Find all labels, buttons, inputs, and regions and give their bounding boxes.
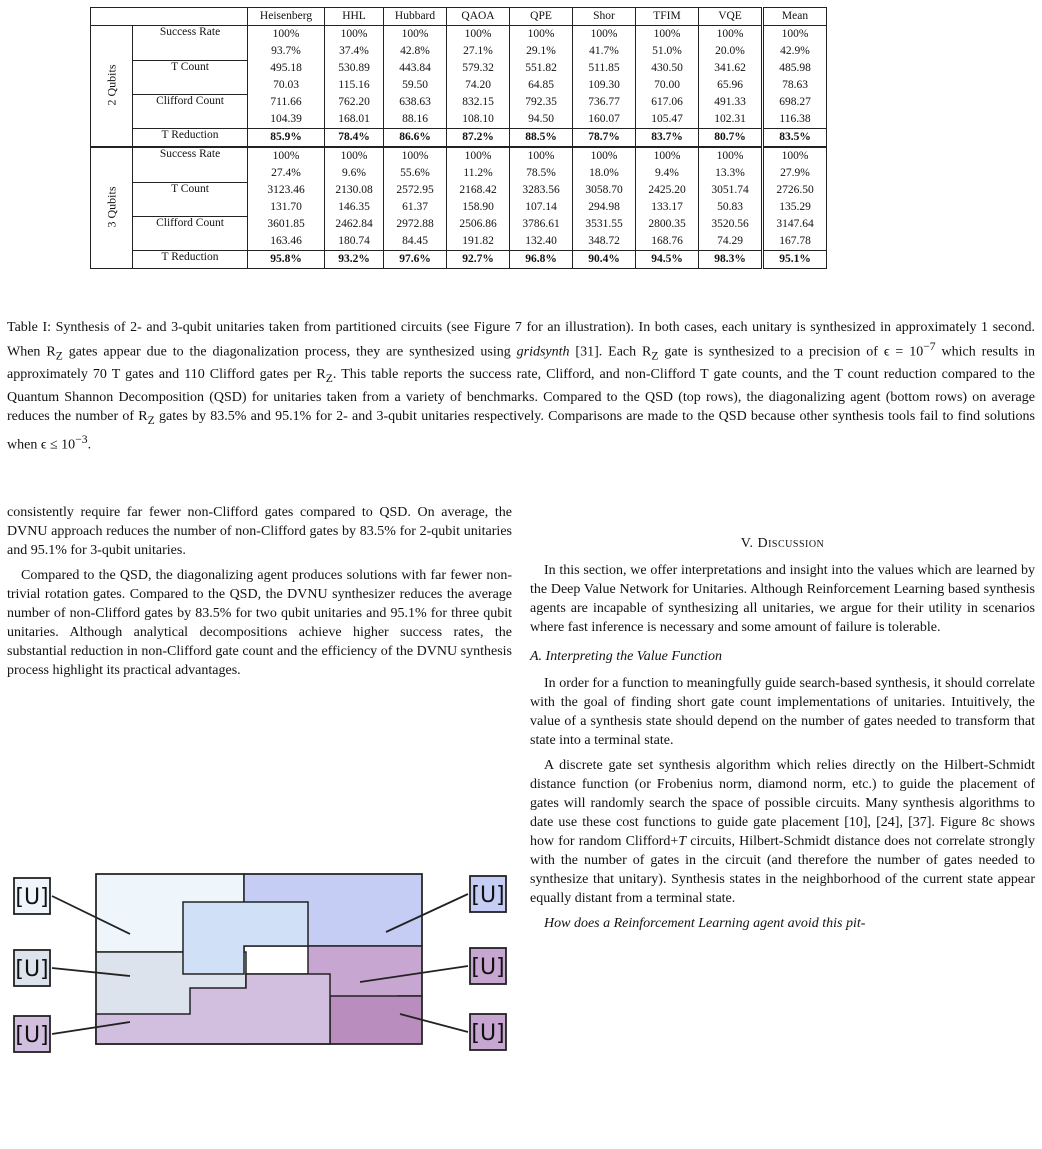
table-cell: 100% bbox=[325, 147, 384, 165]
results-table bbox=[90, 7, 827, 269]
table-cell: 55.6% bbox=[384, 165, 447, 182]
col-header: QPE bbox=[510, 8, 573, 26]
caption-exp: −3 bbox=[75, 433, 88, 447]
table-cell: 100% bbox=[699, 26, 763, 44]
table-cell: 85.9% bbox=[248, 129, 325, 148]
table-cell: 87.2% bbox=[447, 129, 510, 148]
table-cell: 711.66 bbox=[248, 94, 325, 111]
table-cell: 2506.86 bbox=[447, 216, 510, 233]
table-cell: 100% bbox=[636, 147, 699, 165]
table-cell: 2168.42 bbox=[447, 182, 510, 199]
unitary-label: [U] bbox=[471, 955, 505, 980]
table-cell: 698.27 bbox=[763, 94, 827, 111]
unitary-box bbox=[14, 1016, 50, 1052]
caption-text: . bbox=[87, 437, 92, 453]
metric-name: Success Rate bbox=[133, 147, 248, 182]
group-label-text: 2 Qubits bbox=[104, 64, 119, 106]
math-t: T bbox=[678, 834, 687, 849]
table-cell: 3058.70 bbox=[573, 182, 636, 199]
table-cell: 100% bbox=[699, 147, 763, 165]
table-cell: 50.83 bbox=[699, 199, 763, 216]
body-paragraph: In order for a function to meaningfully guide search-based synthesis, it should correlate with the goal of finding short gate count implementations of unitaries. Intuitively, the value of a synthesis state should depend on the number of gates needed to transform that state into a terminal state. bbox=[530, 676, 1035, 748]
table-cell: 180.74 bbox=[325, 233, 384, 251]
table-cell: 27.9% bbox=[763, 165, 827, 182]
table-cell: 100% bbox=[573, 147, 636, 165]
table-cell: 443.84 bbox=[384, 60, 447, 77]
paragraph-text: circuits, Hilbert-Schmidt distance does not correlate strongly with the number of gates in the circuit (and therefore the number of gates needed to synthesize that unitary). Synthesis states in the neighborhood of the current state appear equally distant from a terminal state. bbox=[530, 834, 1036, 906]
caption-sub: Z bbox=[55, 349, 63, 363]
table-cell: 736.77 bbox=[573, 94, 636, 111]
table-cell: 13.3% bbox=[699, 165, 763, 182]
table-cell: 3147.64 bbox=[763, 216, 827, 233]
table-cell: 132.40 bbox=[510, 233, 573, 251]
table-cell: 65.96 bbox=[699, 77, 763, 94]
table-cell: 430.50 bbox=[636, 60, 699, 77]
table-cell: 294.98 bbox=[573, 199, 636, 216]
body-paragraph: How does a Reinforcement Learning agent avoid this pit- bbox=[544, 916, 866, 931]
table-cell: 11.2% bbox=[447, 165, 510, 182]
caption-sub: Z bbox=[325, 372, 333, 386]
table-cell: 3520.56 bbox=[699, 216, 763, 233]
table-cell: 97.6% bbox=[384, 251, 447, 269]
table-cell: 64.85 bbox=[510, 77, 573, 94]
table-cell: 78.63 bbox=[763, 77, 827, 94]
table-cell: 104.39 bbox=[248, 111, 325, 129]
table-cell: 3531.55 bbox=[573, 216, 636, 233]
table-cell: 88.5% bbox=[510, 129, 573, 148]
table-cell: 98.3% bbox=[699, 251, 763, 269]
table-cell: 9.6% bbox=[325, 165, 384, 182]
body-paragraph: consistently require far fewer non-Clifford gates compared to QSD. On average, the DVNU approach reduces the number of non-Clifford gates by 83.5% for 2-qubit unitaries and 95.1% for 3-qubit unitaries. bbox=[7, 505, 512, 558]
table-cell: 168.01 bbox=[325, 111, 384, 129]
table-cell: 18.0% bbox=[573, 165, 636, 182]
table-cell: 74.29 bbox=[699, 233, 763, 251]
unitary-label: [U] bbox=[15, 957, 49, 982]
table-cell: 495.18 bbox=[248, 60, 325, 77]
table-cell: 3051.74 bbox=[699, 182, 763, 199]
table-cell: 2800.35 bbox=[636, 216, 699, 233]
table-cell: 51.0% bbox=[636, 43, 699, 60]
table-cell: 95.1% bbox=[763, 251, 827, 269]
table-row bbox=[91, 216, 827, 233]
table-cell: 2425.20 bbox=[636, 182, 699, 199]
table-cell: 511.85 bbox=[573, 60, 636, 77]
table-cell: 2972.88 bbox=[384, 216, 447, 233]
table-cell: 92.7% bbox=[447, 251, 510, 269]
table-header-row bbox=[91, 8, 827, 26]
table-cell: 42.8% bbox=[384, 43, 447, 60]
table-cell: 2572.95 bbox=[384, 182, 447, 199]
table-cell: 80.7% bbox=[699, 129, 763, 148]
col-header: VQE bbox=[699, 8, 763, 26]
region-bottom-right bbox=[330, 996, 422, 1044]
table-cell: 37.4% bbox=[325, 43, 384, 60]
unitary-label: [U] bbox=[471, 1021, 505, 1046]
metric-name: T Reduction bbox=[133, 129, 248, 148]
table-cell: 3283.56 bbox=[510, 182, 573, 199]
table-row bbox=[91, 129, 827, 148]
metric-name: Success Rate bbox=[133, 26, 248, 61]
table-cell: 94.50 bbox=[510, 111, 573, 129]
col-header: QAOA bbox=[447, 8, 510, 26]
table-cell: 3123.46 bbox=[248, 182, 325, 199]
table-cell: 108.10 bbox=[447, 111, 510, 129]
table-cell: 2726.50 bbox=[763, 182, 827, 199]
table-cell: 579.32 bbox=[447, 60, 510, 77]
table-cell: 133.17 bbox=[636, 199, 699, 216]
metric-name: T Reduction bbox=[133, 251, 248, 269]
table-cell: 95.8% bbox=[248, 251, 325, 269]
col-header: Heisenberg bbox=[248, 8, 325, 26]
table-cell: 20.0% bbox=[699, 43, 763, 60]
body-paragraph: In this section, we offer interpretations and insight into the values which are learned by the Deep Value Network for Unitaries. Although Reinforcement Learning based synthesis agents are incapable of synthesizing all unitaries, we argue for their utility in scenarios where fast inference is necessary and some amount of failure is tolerable. bbox=[530, 563, 1035, 635]
table-cell: 83.5% bbox=[763, 129, 827, 148]
table-cell: 146.35 bbox=[325, 199, 384, 216]
table-cell: 530.89 bbox=[325, 60, 384, 77]
table-cell: 84.45 bbox=[384, 233, 447, 251]
table-row bbox=[91, 60, 827, 77]
table-cell: 78.7% bbox=[573, 129, 636, 148]
caption-text: [31]. Each R bbox=[569, 344, 652, 360]
metric-name: T Count bbox=[133, 182, 248, 216]
table-cell: 83.7% bbox=[636, 129, 699, 148]
caption-exp: −7 bbox=[923, 340, 936, 353]
unitary-label: [U] bbox=[15, 885, 49, 910]
metric-name: Clifford Count bbox=[133, 94, 248, 129]
table-cell: 341.62 bbox=[699, 60, 763, 77]
group-label bbox=[91, 147, 133, 269]
caption-text: which results in approximately 70 T gates and 110 Clifford gates per R bbox=[7, 344, 1036, 383]
table-cell: 3601.85 bbox=[248, 216, 325, 233]
caption-text: Table I: Synthesis of 2- and 3-qubit unitaries taken from partitioned circuits (see Figure 7 for an illustration). In both cases, each unitary is synthesized in approximately 1 second. When R bbox=[7, 320, 1035, 360]
table-cell: 102.31 bbox=[699, 111, 763, 129]
caption-sub: Z bbox=[651, 349, 659, 363]
table-cell: 348.72 bbox=[573, 233, 636, 251]
table-cell: 86.6% bbox=[384, 129, 447, 148]
table-body bbox=[91, 26, 827, 269]
col-header: TFIM bbox=[636, 8, 699, 26]
table-cell: 3786.61 bbox=[510, 216, 573, 233]
table-row bbox=[91, 182, 827, 199]
caption-text: gate is synthesized to a precision of ϵ = 10 bbox=[658, 344, 924, 360]
table-cell: 100% bbox=[636, 26, 699, 44]
table-caption bbox=[7, 318, 1035, 455]
group-label bbox=[91, 26, 133, 148]
caption-text: . This table reports the success rate, Clifford, and non-Clifford T gate counts, and the T count reduction compared to the Quantum Shannon Decomposition (QSD) for unitaries taken from a variety of benchmarks. Compared to the QSD (top rows), the diagonalizing agent (bottom rows) on average reduces the number of R bbox=[7, 367, 1035, 425]
caption-text: gates by 83.5% and 95.1% for 2- and 3-qubit unitaries respectively. Comparisons are made to the QSD because other synthesis tools fail to find solutions when ϵ ≤ 10 bbox=[7, 409, 1035, 453]
partition-figure bbox=[10, 856, 510, 1056]
unitary-box bbox=[14, 950, 50, 986]
table-cell: 638.63 bbox=[384, 94, 447, 111]
table-cell: 109.30 bbox=[573, 77, 636, 94]
table-cell: 42.9% bbox=[763, 43, 827, 60]
table-cell: 168.76 bbox=[636, 233, 699, 251]
table-cell: 78.5% bbox=[510, 165, 573, 182]
table-cell: 29.1% bbox=[510, 43, 573, 60]
table-row bbox=[91, 26, 827, 44]
table-cell: 96.8% bbox=[510, 251, 573, 269]
table-cell: 762.20 bbox=[325, 94, 384, 111]
table-cell: 59.50 bbox=[384, 77, 447, 94]
partition-regions bbox=[96, 874, 422, 1044]
col-header: Hubbard bbox=[384, 8, 447, 26]
unitary-box bbox=[470, 876, 506, 912]
unitary-label: [U] bbox=[15, 1023, 49, 1048]
table-cell: 90.4% bbox=[573, 251, 636, 269]
col-header: Shor bbox=[573, 8, 636, 26]
table-cell: 94.5% bbox=[636, 251, 699, 269]
table-row bbox=[91, 147, 827, 165]
table-cell: 70.00 bbox=[636, 77, 699, 94]
table-cell: 2130.08 bbox=[325, 182, 384, 199]
table-cell: 88.16 bbox=[384, 111, 447, 129]
section-title: V. Discussion bbox=[740, 536, 825, 551]
table-cell: 100% bbox=[763, 147, 827, 165]
table-row bbox=[91, 94, 827, 111]
table-cell: 41.7% bbox=[573, 43, 636, 60]
table-cell: 160.07 bbox=[573, 111, 636, 129]
table-cell: 485.98 bbox=[763, 60, 827, 77]
right-column bbox=[530, 503, 1035, 939]
table-cell: 191.82 bbox=[447, 233, 510, 251]
table-cell: 551.82 bbox=[510, 60, 573, 77]
metric-name: Clifford Count bbox=[133, 216, 248, 251]
table-cell: 105.47 bbox=[636, 111, 699, 129]
unitary-box bbox=[14, 878, 50, 914]
table-row bbox=[91, 251, 827, 269]
table-cell: 93.7% bbox=[248, 43, 325, 60]
table-cell: 158.90 bbox=[447, 199, 510, 216]
table-cell: 832.15 bbox=[447, 94, 510, 111]
left-column bbox=[7, 503, 512, 686]
unitary-box bbox=[470, 948, 506, 984]
table-cell: 491.33 bbox=[699, 94, 763, 111]
table-cell: 9.4% bbox=[636, 165, 699, 182]
unitary-label: [U] bbox=[471, 883, 505, 908]
table-cell: 131.70 bbox=[248, 199, 325, 216]
table-cell: 70.03 bbox=[248, 77, 325, 94]
table-cell: 792.35 bbox=[510, 94, 573, 111]
col-header: Mean bbox=[763, 8, 827, 26]
table-cell: 100% bbox=[325, 26, 384, 44]
table-cell: 93.2% bbox=[325, 251, 384, 269]
table-cell: 107.14 bbox=[510, 199, 573, 216]
caption-sub: Z bbox=[147, 414, 155, 428]
table-cell: 100% bbox=[510, 147, 573, 165]
table-cell: 100% bbox=[248, 147, 325, 165]
table-cell: 135.29 bbox=[763, 199, 827, 216]
table-cell: 100% bbox=[248, 26, 325, 44]
table-cell: 100% bbox=[573, 26, 636, 44]
table-cell: 100% bbox=[384, 147, 447, 165]
col-header: HHL bbox=[325, 8, 384, 26]
table-cell: 78.4% bbox=[325, 129, 384, 148]
body-paragraph: Compared to the QSD, the diagonalizing agent produces solutions with far fewer non-trivial rotation gates. Compared to the QSD, the DVNU synthesizer reduces the average number of non-Clifford gates by 83.5% for two qubit unitaries and 95.1% for three qubit unitaries. Although analytical decompositions achieve higher success rates, the substantial reduction in non-Clifford gate count and the efficiency of the DVNU synthesis process highlight its practical advantages. bbox=[7, 568, 512, 678]
table-cell: 617.06 bbox=[636, 94, 699, 111]
caption-text: gates appear due to the diagonalization process, they are synthesized using bbox=[62, 344, 517, 360]
table-cell: 100% bbox=[510, 26, 573, 44]
body-paragraph bbox=[530, 756, 1035, 908]
table-cell: 100% bbox=[384, 26, 447, 44]
table-cell: 100% bbox=[763, 26, 827, 44]
subsection-title: A. Interpreting the Value Function bbox=[530, 649, 722, 664]
table-cell: 27.1% bbox=[447, 43, 510, 60]
table-cell: 74.20 bbox=[447, 77, 510, 94]
table-cell: 100% bbox=[447, 26, 510, 44]
header-corner bbox=[91, 8, 248, 26]
table-cell: 100% bbox=[447, 147, 510, 165]
group-label-text: 3 Qubits bbox=[104, 186, 119, 228]
paragraph-text: A discrete gate set synthesis algorithm which relies directly on the Hilbert-Schmidt distance function (or Frobenius norm, diamond norm, etc.) to guide the placement of gates will randomly search the space of possible circuits. Many synthesis algorithms to date use these cost functions to guide gate placement [10], [24], [37]. Figure 8c shows how for random Clifford+ bbox=[530, 758, 1035, 849]
table-cell: 163.46 bbox=[248, 233, 325, 251]
table-cell: 27.4% bbox=[248, 165, 325, 182]
table-cell: 61.37 bbox=[384, 199, 447, 216]
metric-name: T Count bbox=[133, 60, 248, 94]
unitary-box bbox=[470, 1014, 506, 1050]
caption-tool: gridsynth bbox=[516, 344, 570, 360]
table-cell: 167.78 bbox=[763, 233, 827, 251]
table-cell: 116.38 bbox=[763, 111, 827, 129]
table-cell: 115.16 bbox=[325, 77, 384, 94]
table-cell: 2462.84 bbox=[325, 216, 384, 233]
